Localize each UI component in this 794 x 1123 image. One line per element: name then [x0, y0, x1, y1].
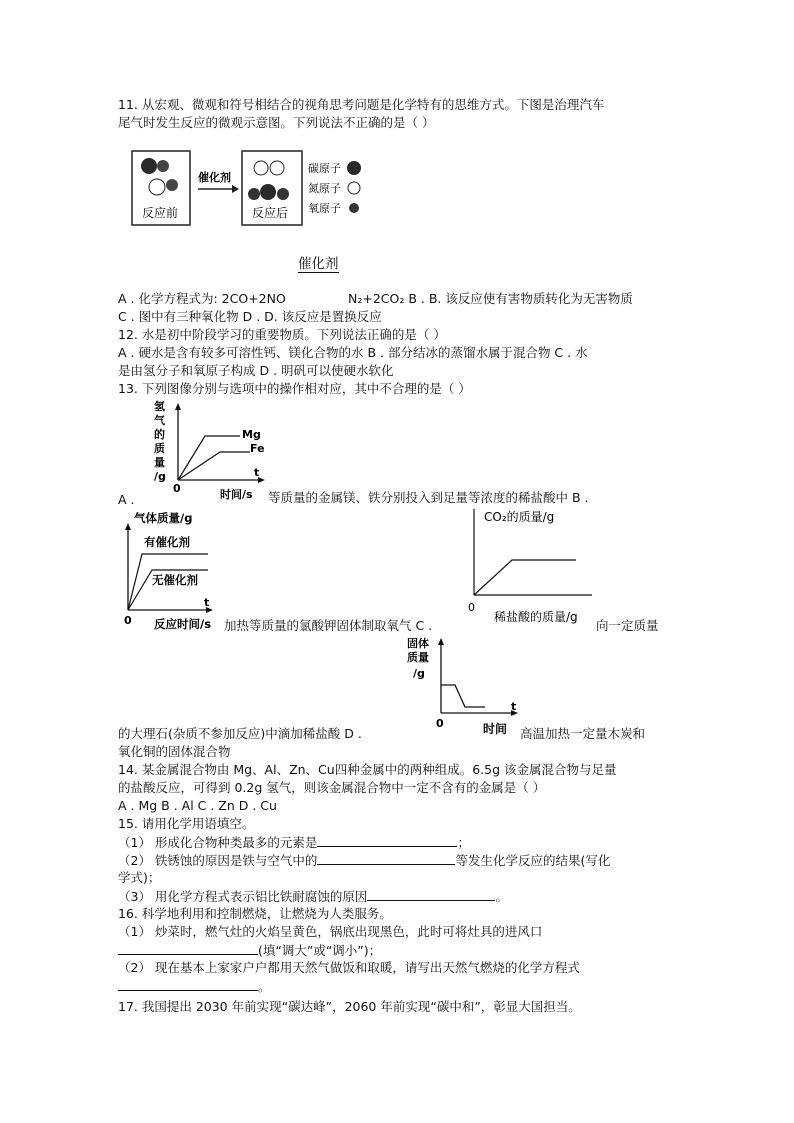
legend-carbon: 碳原子: [308, 162, 341, 175]
graph-b: [120, 508, 224, 632]
q16-part2-continued: 。: [118, 978, 271, 995]
solid-mass-line: [441, 685, 485, 707]
q11-stem-line1: 11. 从宏观、微观和符号相结合的视角思考问题是化学特有的思维方式。下图是治理汽车: [118, 97, 605, 112]
after-label: 反应后: [252, 206, 289, 220]
oxygen-atom: [277, 188, 289, 200]
svg-text:氢: 氢: [154, 400, 165, 413]
q16-part2: （2） 现在基本上家家户户都用天然气做饭和取暖，请写出天然气燃烧的化学方程式: [118, 960, 580, 975]
graph-c: [460, 505, 600, 625]
svg-text:反应时间/s: 反应时间/s: [154, 617, 212, 631]
svg-text:质量: 质量: [407, 651, 429, 664]
graph-d: [405, 635, 525, 740]
svg-text:时间/s: 时间/s: [220, 488, 253, 501]
svg-text:气: 气: [154, 414, 165, 427]
answer-blank[interactable]: [118, 978, 258, 991]
legend-oxygen: 氧原子: [308, 202, 341, 215]
answer-blank[interactable]: [317, 852, 455, 865]
svg-text:0: 0: [124, 614, 132, 627]
q16-stem: 16. 科学地利用和控制燃烧，让燃烧为人类服务。: [118, 906, 392, 921]
before-label: 反应前: [142, 206, 179, 220]
svg-text:固体: 固体: [407, 637, 429, 650]
q12-options-line1: A . 硬水是含有较多可溶性钙、镁化合物的水 B . 部分结冰的蒸馏水属于混合物 C . 水: [118, 345, 588, 360]
q13-a-text: 等质量的金属镁、铁分别投入到足量等浓度的稀盐酸中 B .: [268, 490, 589, 505]
nitrogen-atom: [270, 161, 284, 175]
oxygen-atom: [157, 160, 169, 172]
q13-c-text: 向一定质量: [596, 618, 659, 633]
answer-blank[interactable]: [118, 942, 258, 955]
svg-text:t: t: [511, 700, 517, 713]
q13-stem: 13. 下列图像分别与选项中的操作相对应，其中不合理的是（ ）: [118, 381, 471, 396]
oxygen-atom: [166, 179, 178, 191]
svg-text:/g: /g: [154, 470, 166, 483]
catalyst-label: 催化剂: [298, 256, 339, 272]
q12-options-line2: 是由氢分子和氧原子构成 D . 明矾可以使硬水软化: [118, 363, 394, 378]
svg-text:质: 质: [154, 442, 165, 455]
svg-text:无催化剂: 无催化剂: [152, 573, 198, 587]
svg-text:t: t: [204, 596, 210, 609]
svg-text:气体质量/g: 气体质量/g: [134, 511, 193, 525]
answer-blank[interactable]: [367, 888, 495, 901]
q11-stem-line2: 尾气时发生反应的微观示意图。下列说法不正确的是（ ）: [118, 115, 435, 130]
q16-part1: （1） 炒菜时，燃气灶的火焰呈黄色，锅底出现黑色，此时可将灶具的进风口: [118, 924, 543, 939]
svg-text:Mg: Mg: [242, 428, 261, 441]
q13-d-continued: 氧化铜的固体混合物: [118, 744, 231, 759]
q11-option-b: N₂+2CO₂ B . B. 该反应使有害物质转化为无害物质: [348, 291, 633, 306]
nitrogen-atom: [254, 161, 268, 175]
q12-stem: 12. 水是初中阶段学习的重要物质。下列说法正确的是（ ）: [118, 327, 446, 342]
svg-text:量: 量: [154, 456, 165, 469]
reaction-diagram: [128, 147, 368, 229]
q13-d-text: 高温加热一定量木炭和: [520, 726, 646, 741]
q14-stem-line1: 14. 某金属混合物由 Mg、Al、Zn、Cu四种金属中的两种组成。6.5g 该金属混合物与足量: [118, 762, 617, 777]
carbon-atom: [260, 184, 276, 200]
svg-text:稀盐酸的质量/g: 稀盐酸的质量/g: [494, 610, 578, 624]
q13-a-label: A .: [118, 492, 135, 507]
oxygen-atom: [248, 188, 260, 200]
legend-nitrogen: 氮原子: [308, 182, 341, 195]
fe-line: [178, 452, 250, 480]
q15-part3: （3） 用化学方程式表示铝比铁耐腐蚀的原因 。: [118, 889, 508, 904]
q16-part1-continued: (填“调大”或“调小”)；: [118, 942, 381, 959]
svg-text:/g: /g: [413, 667, 425, 680]
svg-text:0: 0: [468, 601, 475, 614]
svg-text:0: 0: [173, 482, 181, 495]
q15-part2-continued: 学式)；: [118, 870, 161, 885]
svg-text:有催化剂: 有催化剂: [144, 535, 190, 549]
arrow-label: 催化剂: [198, 171, 231, 184]
svg-text:0: 0: [436, 717, 444, 730]
q14-stem-line2: 的盐酸反应，可得到 0.2g 氢气，则该金属混合物中一定不含有的金属是（ ）: [118, 780, 546, 795]
svg-text:时间: 时间: [483, 722, 508, 736]
q15-part2: （2） 铁锈蚀的原因是铁与空气中的 等发生化学反应的结果(写化: [118, 853, 611, 868]
svg-text:的: 的: [154, 428, 165, 441]
q13-c-continued: 的大理石(杂质不参加反应)中滴加稀盐酸 D .: [118, 726, 362, 741]
q15-stem: 15. 请用化学用语填空。: [118, 816, 255, 831]
nitrogen-atom: [149, 179, 165, 195]
answer-blank[interactable]: [317, 834, 457, 847]
q15-part1: （1） 形成化合物种类最多的元素是 ；: [118, 835, 470, 850]
q11-option-a: A . 化学方程式为: 2CO+2NO: [118, 291, 286, 306]
q14-options: A . Mg B . Al C . Zn D . Cu: [118, 798, 277, 813]
graph-a: [150, 400, 270, 504]
carbon-atom: [141, 158, 157, 174]
q11-option-cd: C . 图中有三种氧化物 D . D. 该反应是置换反应: [118, 309, 382, 324]
q17-stem: 17. 我国提出 2030 年前实现“碳达峰”，2060 年前实现“碳中和”，彰显大国担当。: [118, 999, 581, 1014]
svg-text:CO₂的质量/g: CO₂的质量/g: [484, 510, 555, 524]
svg-text:Fe: Fe: [250, 442, 265, 455]
q13-b-text: 加热等质量的氯酸钾固体制取氧气 C .: [224, 618, 433, 633]
co2-line: [474, 560, 576, 595]
svg-text:t: t: [254, 466, 260, 479]
